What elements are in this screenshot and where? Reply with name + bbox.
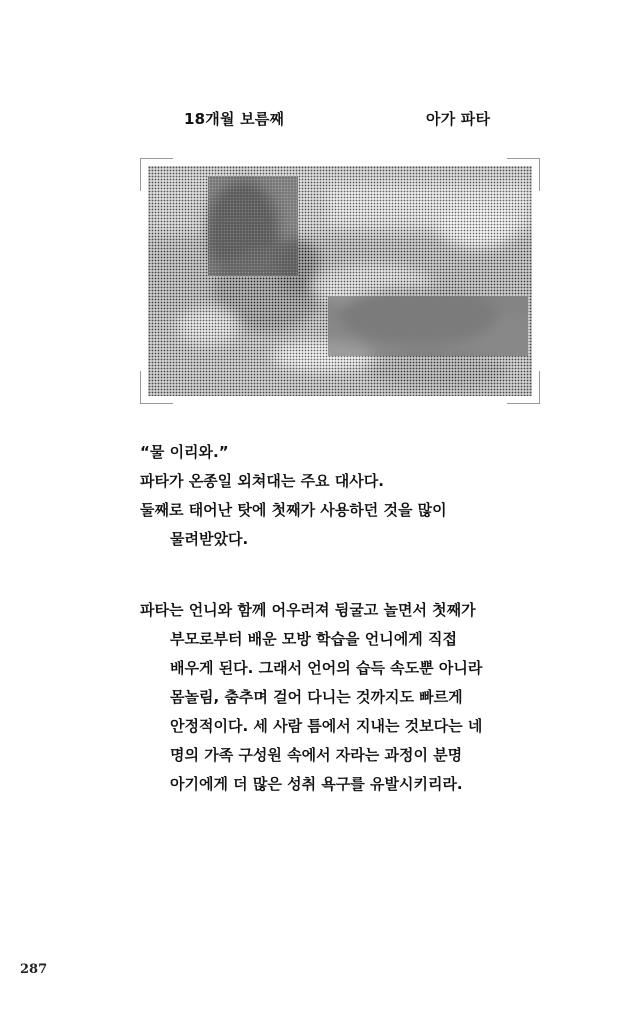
paragraph-1-line: 파타가 온종일 외쳐대는 주요 대사다. (140, 472, 384, 490)
paragraph-2-line: 배우게 된다. 그래서 언어의 습득 속도뿐 아니라 (170, 659, 483, 677)
page-number: 287 (20, 962, 48, 977)
paragraph-2-line: 아기에게 더 많은 성취 욕구를 유발시키리라. (170, 775, 463, 793)
header-date: 18개월 보름째 (184, 110, 285, 128)
halftone-photo (148, 166, 532, 396)
paragraph-1 (140, 438, 447, 554)
paragraph-1-line: 둘째로 태어난 탓에 첫째가 사용하던 것을 많이 (140, 501, 447, 519)
paragraph-2-line: 몸놀림, 춤추며 걸어 다니는 것까지도 빠르게 (170, 688, 463, 706)
paragraph-2-line: 명의 가족 구성원 속에서 자라는 과정이 분명 (170, 746, 463, 764)
photo-frame (140, 158, 540, 404)
paragraph-2-line: 파타는 언니와 함께 어우러져 뒹굴고 놀면서 첫째가 (140, 601, 476, 619)
paragraph-1-line: 물려받았다. (170, 530, 249, 548)
paragraph-1-line: “물 이리와.” (140, 443, 229, 461)
header-title: 아가 파타 (426, 110, 491, 128)
paragraph-2-line: 안정적이다. 세 사람 틈에서 지내는 것보다는 네 (170, 717, 483, 735)
paragraph-2 (140, 596, 482, 799)
paragraph-2-line: 부모로부터 배운 모방 학습을 언니에게 직접 (170, 630, 457, 648)
